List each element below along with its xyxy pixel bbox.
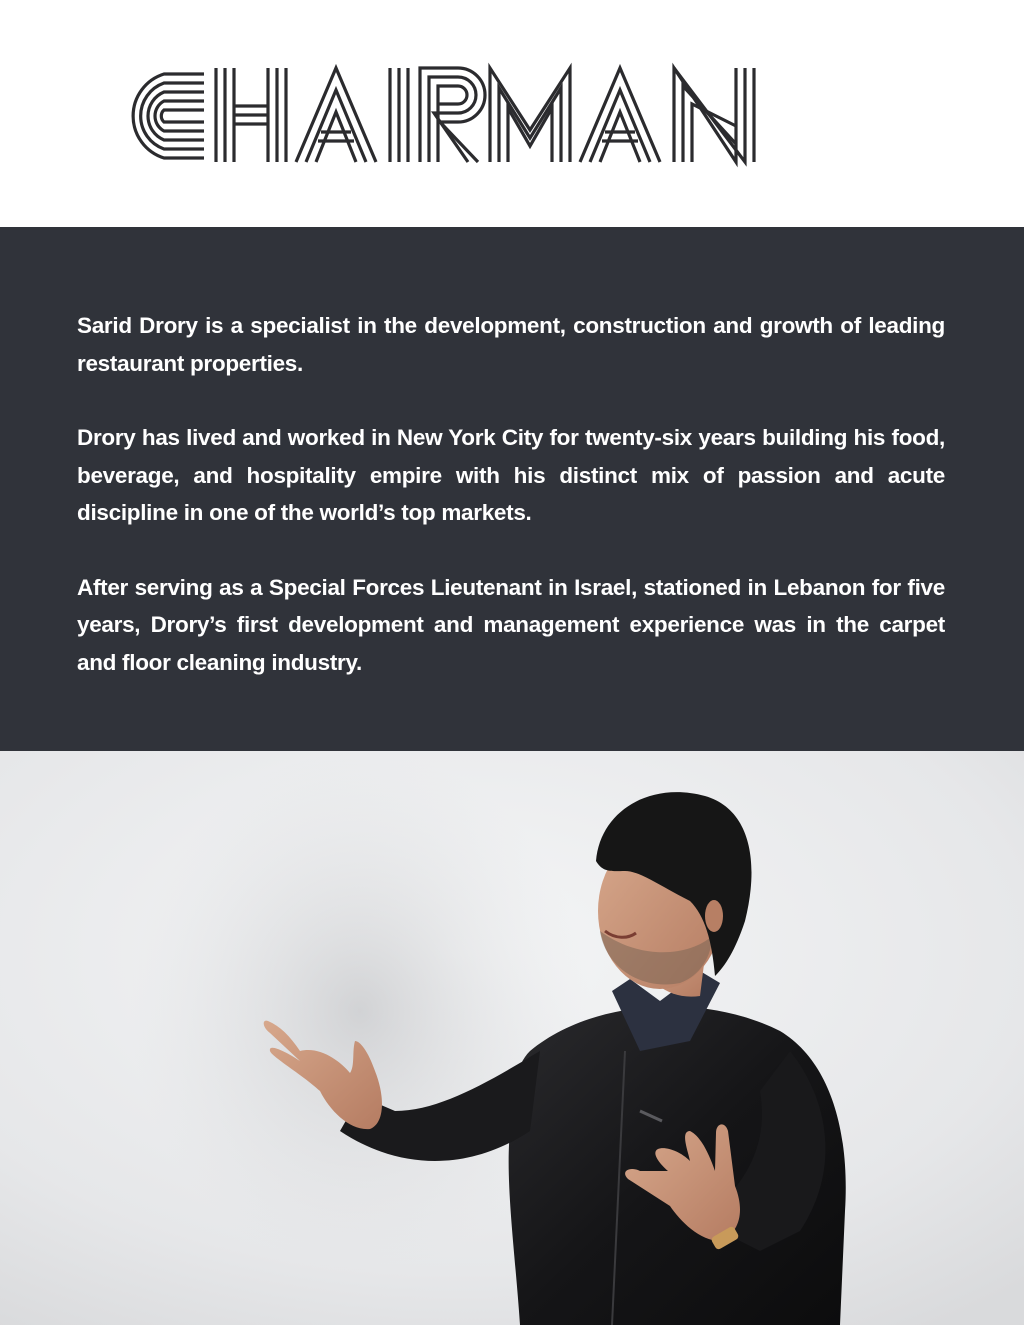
letter-r <box>420 68 485 162</box>
ear <box>705 900 723 932</box>
bio-paragraph: After serving as a Special Forces Lieutenant in Israel, stationed in Lebanon for five years, Drory’s first development and management experience was in the carpet and floor cleaning industry. <box>77 574 945 675</box>
chairman-photo <box>0 751 1024 1325</box>
bio-section <box>0 227 1024 751</box>
letter-n <box>674 68 754 162</box>
letter-h <box>216 68 286 162</box>
letter-i <box>390 68 408 162</box>
chairman-title <box>0 0 1024 227</box>
letter-a-1 <box>296 68 376 162</box>
bio-paragraph: Sarid Drory is a specialist in the development, construction and growth of leading restaurant properties. <box>77 313 945 376</box>
bio-paragraph: Drory has lived and worked in New York City for twenty-six years building his food, beverage, and hospitality empire with his distinct mix of passion and acute discipline in one of the world’s top markets. <box>77 425 945 525</box>
letter-c <box>133 74 204 158</box>
header <box>0 0 1024 227</box>
letter-m <box>490 68 570 162</box>
bio-text <box>77 307 945 718</box>
letter-a-2 <box>580 68 660 162</box>
